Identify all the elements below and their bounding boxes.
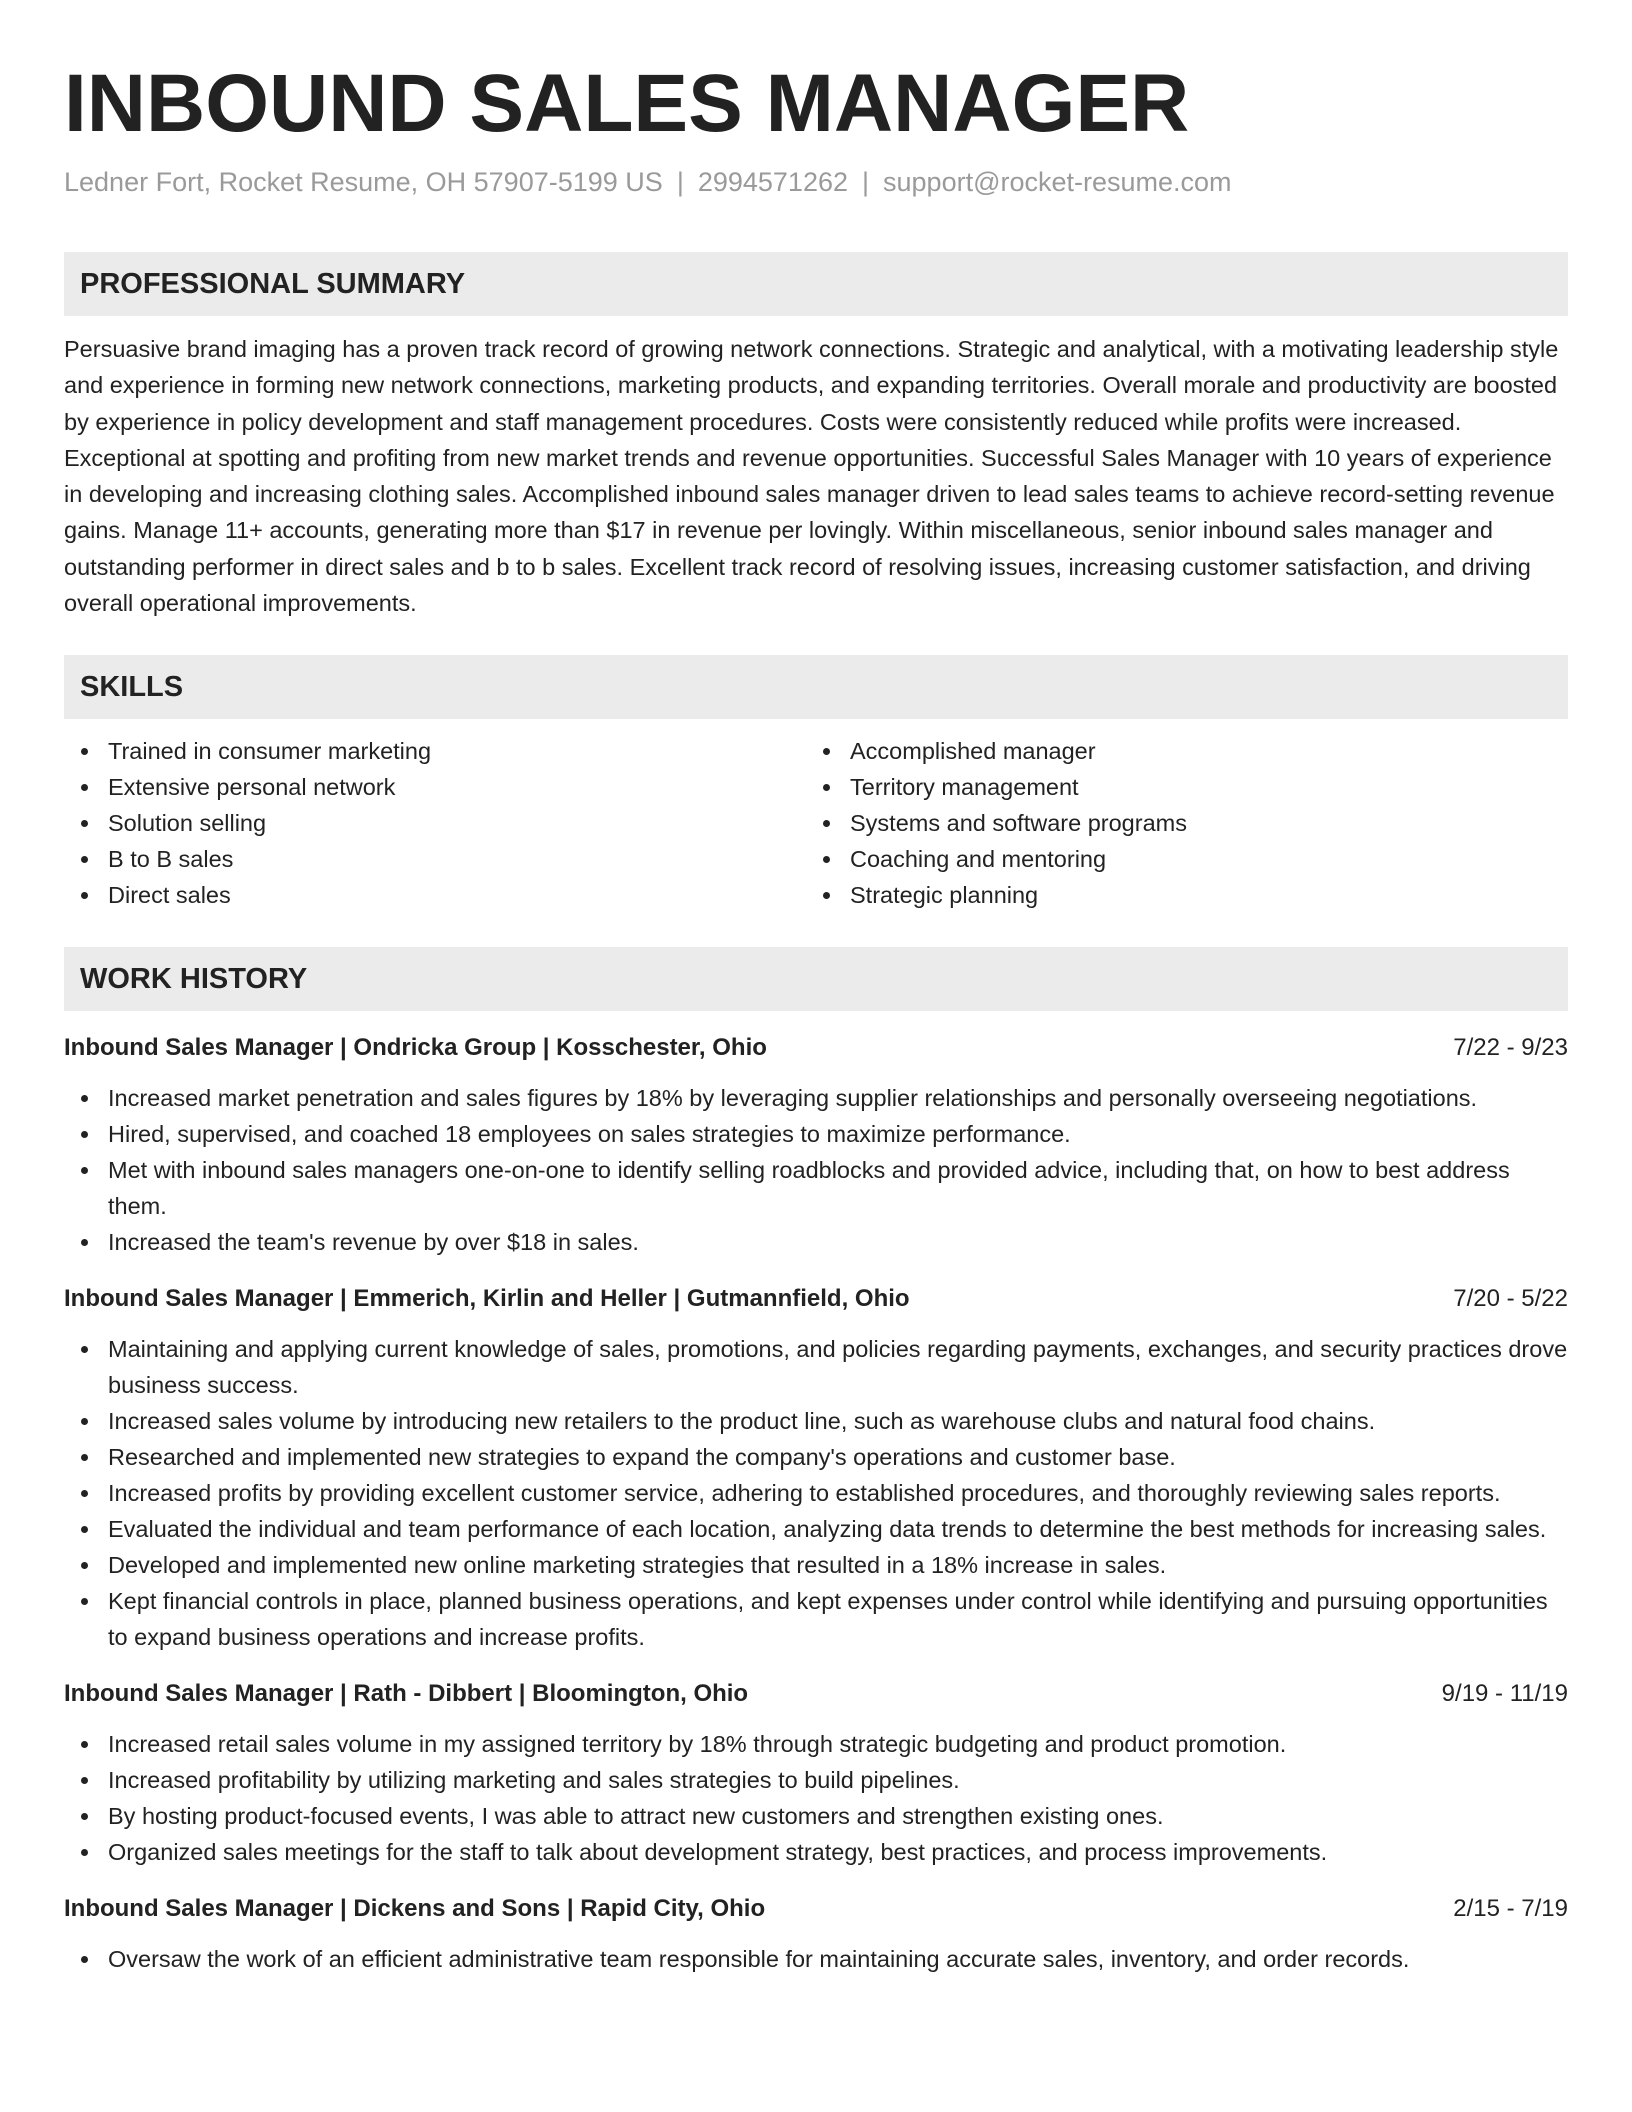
skills-column-left — [64, 733, 806, 913]
job-title: Inbound Sales Manager | Dickens and Sons | Rapid City, Ohio — [64, 1895, 766, 1923]
job-header — [64, 1282, 1568, 1316]
job-bullet: Increased profits by providing excellent customer service, adhering to established procedures, and thoroughly reviewing sales reports. — [64, 1475, 1568, 1511]
job-bullet: Hired, supervised, and coached 18 employees on sales strategies to maximize performance. — [64, 1116, 1568, 1152]
skill-item: Trained in consumer marketing — [64, 733, 806, 769]
job-bullet: Evaluated the individual and team performance of each location, analyzing data trends to determine the best methods for increasing sales. — [64, 1511, 1568, 1547]
job-entry — [64, 1282, 1568, 1655]
skill-item: Extensive personal network — [64, 769, 806, 805]
work-history-heading: WORK HISTORY — [64, 947, 1568, 1011]
contact-separator: | — [862, 167, 870, 197]
skill-item: Coaching and mentoring — [806, 841, 1548, 877]
job-bullets — [64, 1941, 1568, 1977]
job-header — [64, 1677, 1568, 1711]
job-bullets — [64, 1080, 1568, 1260]
contact-address: Ledner Fort, Rocket Resume, OH 57907-5199 US — [64, 167, 663, 197]
skill-item: Direct sales — [64, 877, 806, 913]
job-bullet: Organized sales meetings for the staff to talk about development strategy, best practices, and process improvements. — [64, 1834, 1568, 1870]
job-header — [64, 1031, 1568, 1065]
job-dates: 7/20 - 5/22 — [1453, 1285, 1568, 1313]
job-title: Inbound Sales Manager | Emmerich, Kirlin and Heller | Gutmannfield, Ohio — [64, 1285, 910, 1313]
summary-heading: PROFESSIONAL SUMMARY — [64, 252, 1568, 316]
job-bullet: Developed and implemented new online marketing strategies that resulted in a 18% increase in sales. — [64, 1547, 1568, 1583]
skills-column-right — [806, 733, 1548, 913]
job-bullet: Met with inbound sales managers one-on-one to identify selling roadblocks and provided advice, including that, on how to best address them. — [64, 1152, 1568, 1224]
skill-item: Solution selling — [64, 805, 806, 841]
job-dates: 7/22 - 9/23 — [1453, 1034, 1568, 1062]
job-bullet: Increased retail sales volume in my assigned territory by 18% through strategic budgeting and product promotion. — [64, 1726, 1568, 1762]
job-dates: 2/15 - 7/19 — [1453, 1895, 1568, 1923]
job-bullet: Maintaining and applying current knowledge of sales, promotions, and policies regarding payments, exchanges, and security practices drove business success. — [64, 1331, 1568, 1403]
skill-item: Systems and software programs — [806, 805, 1548, 841]
contact-separator: | — [676, 167, 684, 197]
job-bullet: Increased market penetration and sales figures by 18% by leveraging supplier relationships and personally overseeing negotiations. — [64, 1080, 1568, 1116]
job-bullet: By hosting product-focused events, I was able to attract new customers and strengthen existing ones. — [64, 1798, 1568, 1834]
job-bullet: Increased profitability by utilizing marketing and sales strategies to build pipelines. — [64, 1762, 1568, 1798]
contact-phone: 2994571262 — [697, 167, 848, 197]
job-bullets — [64, 1726, 1568, 1870]
skill-item: Accomplished manager — [806, 733, 1548, 769]
summary-text: Persuasive brand imaging has a proven track record of growing network connections. Strategic and analytical, with a motivating leadership style and experience in forming new network connections, marketing products, and expanding territories. Overall morale and productivity are boosted by experience in policy development and staff management procedures. Costs were consistently reduced while profits were increased. Exceptional at spotting and profiting from new market trends and revenue opportunities. Successful Sales Manager with 10 years of experience in developing and increasing clothing sales. Accomplished inbound sales manager driven to lead sales teams to achieve record-setting revenue gains. Manage 11+ accounts, generating more than $17 in revenue per lovingly. Within miscellaneous, senior inbound sales manager and outstanding performer in direct sales and b to b sales. Excellent track record of resolving issues, increasing customer satisfaction, and driving overall operational improvements. — [64, 336, 1559, 617]
job-bullets — [64, 1331, 1568, 1655]
contact-line — [64, 164, 1568, 200]
skill-item: Strategic planning — [806, 877, 1548, 913]
job-bullet: Researched and implemented new strategies to expand the company's operations and customer base. — [64, 1439, 1568, 1475]
job-entry — [64, 1677, 1568, 1870]
skills-list — [64, 733, 1568, 913]
job-bullet: Kept financial controls in place, planned business operations, and kept expenses under control while identifying and pursuing opportunities to expand business operations and increase profits. — [64, 1583, 1568, 1655]
job-bullet: Oversaw the work of an efficient administrative team responsible for maintaining accurate sales, inventory, and order records. — [64, 1941, 1568, 1977]
skill-item: Territory management — [806, 769, 1548, 805]
job-header — [64, 1892, 1568, 1926]
resume-title: INBOUND SALES MANAGER — [64, 58, 1190, 149]
job-dates: 9/19 - 11/19 — [1441, 1680, 1568, 1708]
job-bullet: Increased the team's revenue by over $18 in sales. — [64, 1224, 1568, 1260]
skill-item: B to B sales — [64, 841, 806, 877]
job-entry — [64, 1892, 1568, 1977]
job-bullet: Increased sales volume by introducing new retailers to the product line, such as warehouse clubs and natural food chains. — [64, 1403, 1568, 1439]
job-title: Inbound Sales Manager | Ondricka Group | Kosschester, Ohio — [64, 1034, 767, 1062]
job-entry — [64, 1031, 1568, 1260]
skills-heading: SKILLS — [64, 655, 1568, 719]
contact-email: support@rocket-resume.com — [883, 167, 1232, 197]
resume-page — [64, 54, 1568, 1977]
job-title: Inbound Sales Manager | Rath - Dibbert | Bloomington, Ohio — [64, 1680, 749, 1708]
